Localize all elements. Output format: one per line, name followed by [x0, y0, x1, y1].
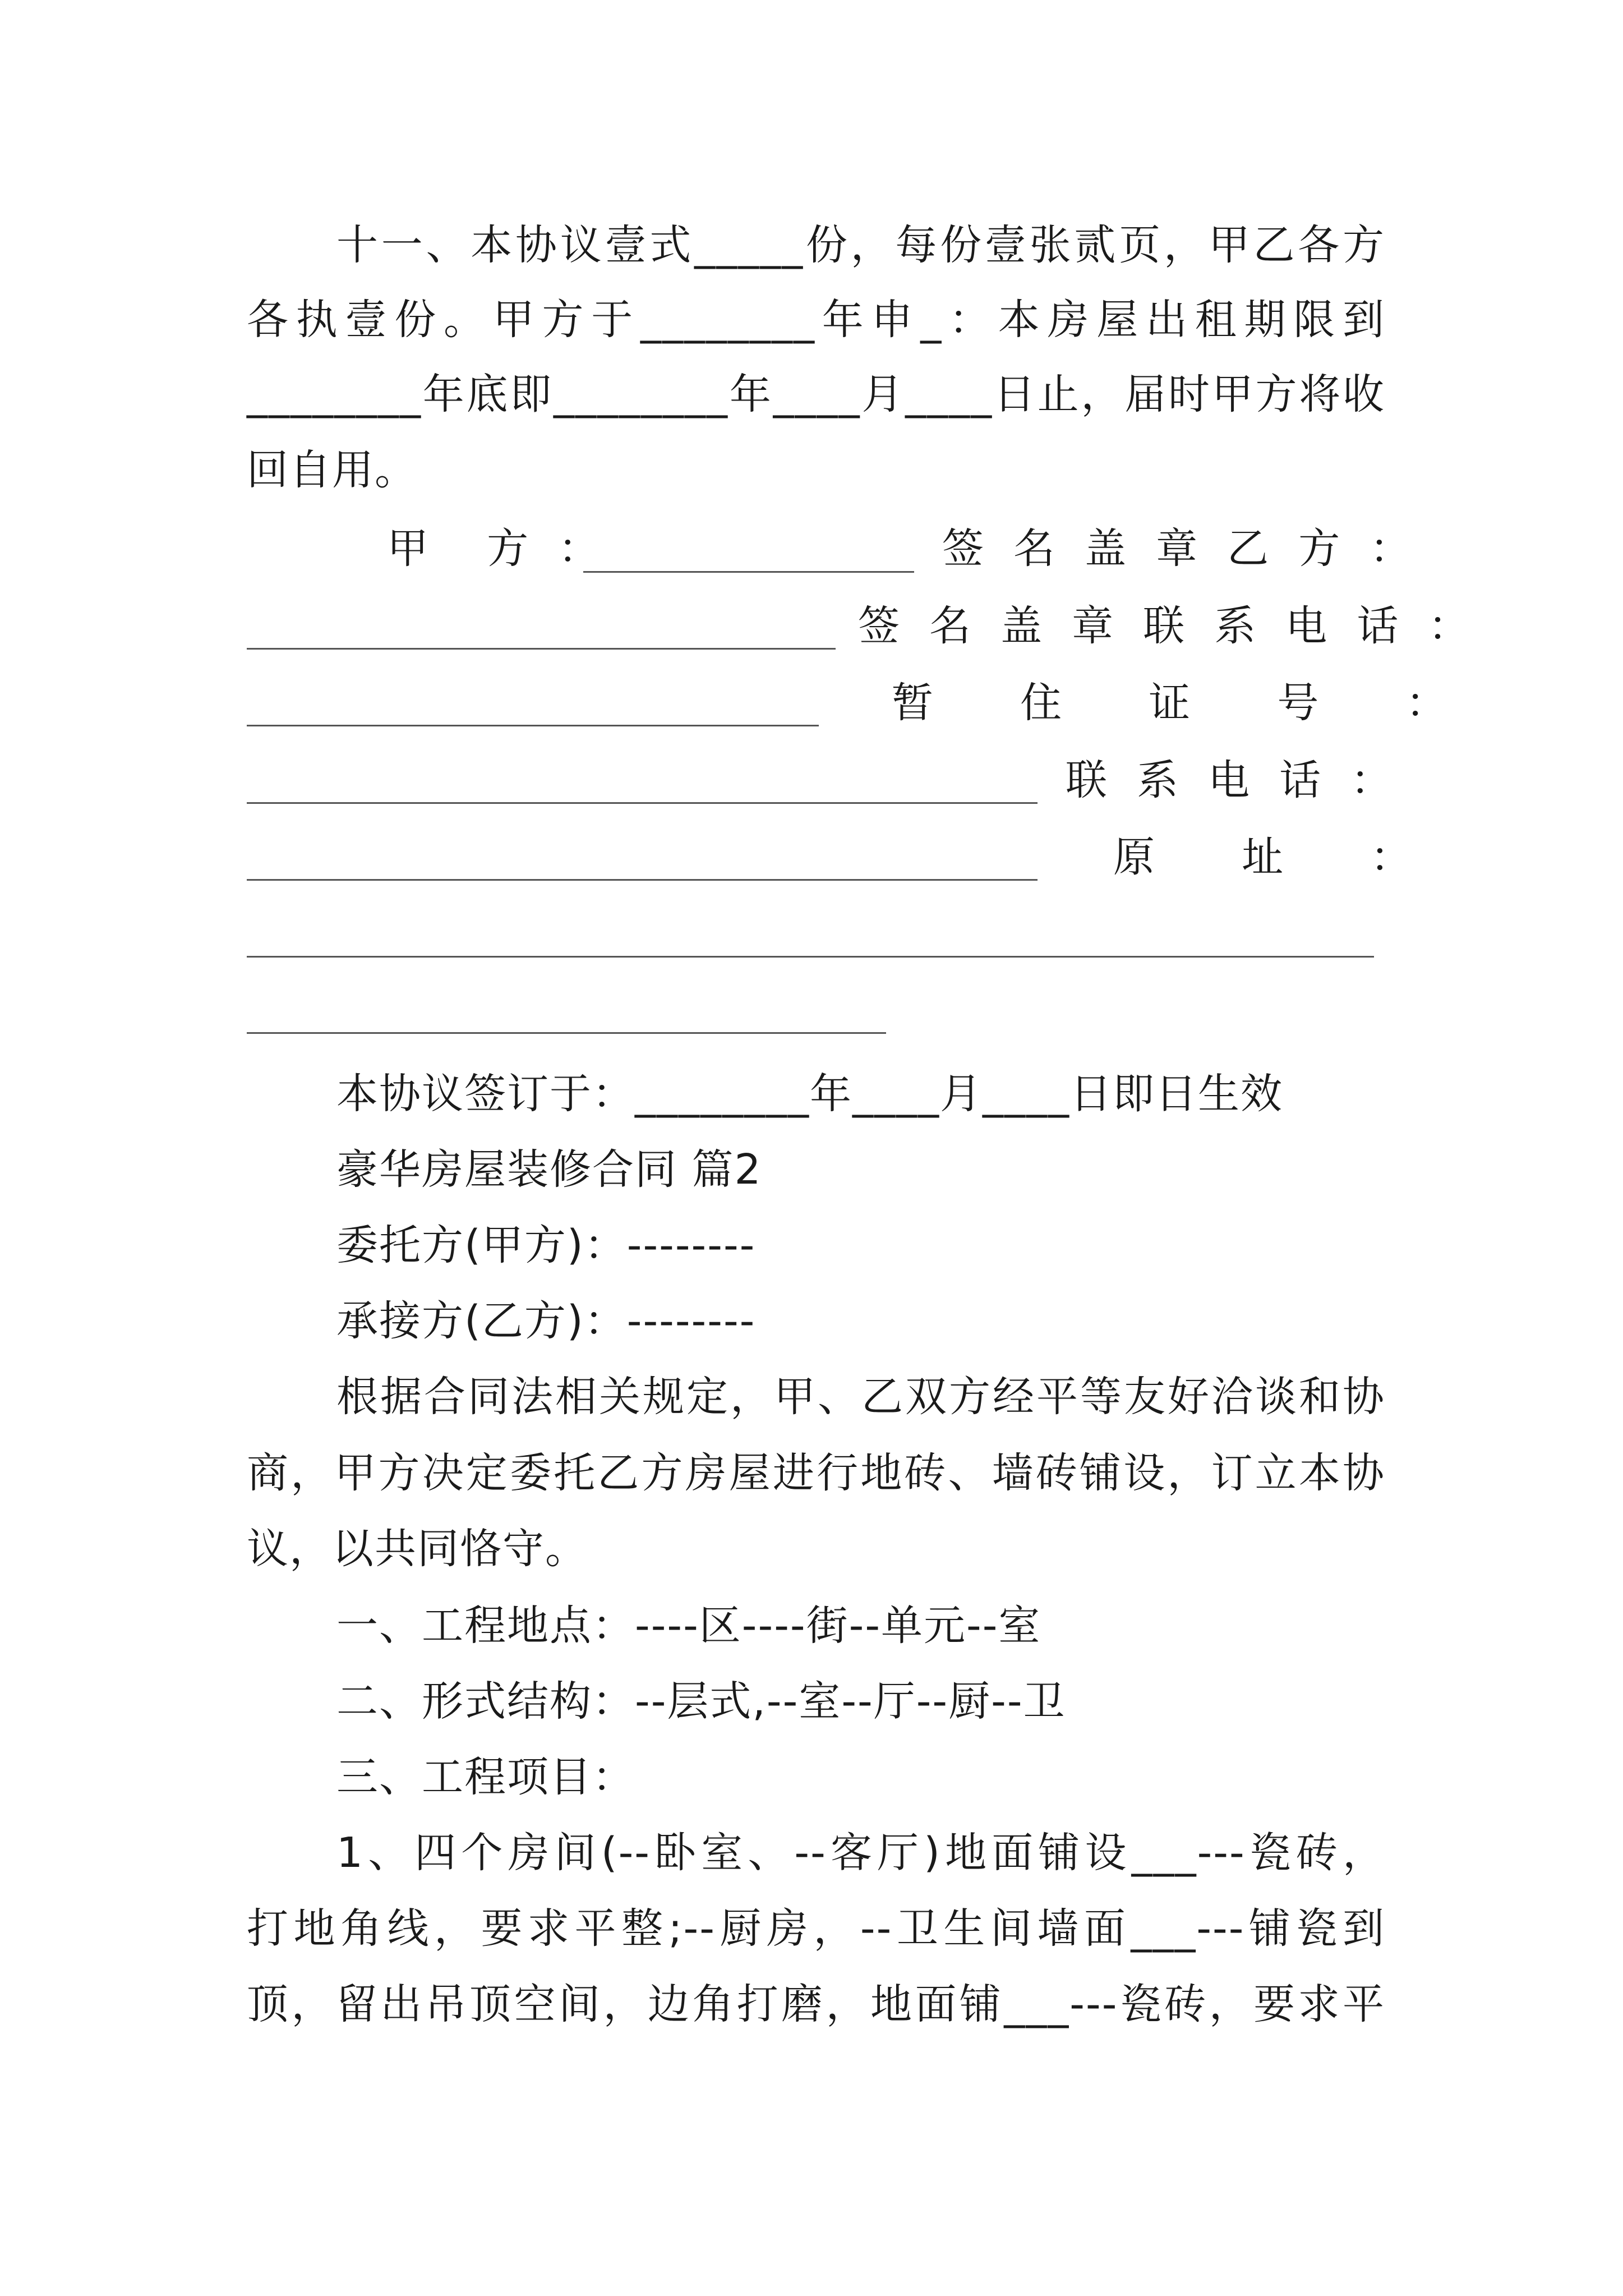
address-blank-1: [247, 956, 1374, 958]
item-1-line-2: 打地角线，要求平整;--厨房，--卫生间墙面___---铺瓷到: [247, 1904, 1385, 1953]
clause-11-line-3: ________年底即________年____月____日止，届时甲方将收: [247, 370, 1385, 418]
intro-paragraph-line-3: 议，以共同恪守。: [247, 1525, 588, 1573]
clause-11-line-2: 各执壹份。甲方于________年申_：本房屋出租期限到: [247, 296, 1385, 344]
item-1-line-3: 顶，留出吊顶空间，边角打磨，地面铺___---瓷砖，要求平: [247, 1980, 1385, 2028]
contact-phone-label: 联 系 电 话 ：: [1066, 756, 1394, 804]
temp-id-blank: [247, 802, 1038, 804]
contract-title-2: 豪华房屋装修合同 篇2: [336, 1145, 762, 1194]
phone-blank: [247, 725, 819, 726]
address-blank-2: [247, 1032, 886, 1034]
item-1-line-1: 1、四个房间(--卧室、--客厅)地面铺设___---瓷砖，: [336, 1829, 1385, 1877]
temp-residence-id-label: 暂 住 证 号 ：: [892, 679, 1449, 727]
sign-phone-label: 签 名 盖 章 联 系 电 话 ：: [858, 602, 1471, 650]
section-2-structure: 二、形式结构：--层式,--室--厅--厨--卫: [336, 1677, 1066, 1726]
original-address-label: 原 址 ：: [1113, 833, 1413, 881]
contractor-party-line: 承接方(乙方)：--------: [336, 1297, 756, 1345]
signed-date-line: 本协议签订于：________年____月____日即日生效: [336, 1070, 1283, 1118]
section-3-items-heading: 三、工程项目：: [336, 1753, 635, 1801]
clause-11-line-1: 十一、本协议壹式_____份，每份壹张贰页，甲乙各方: [336, 221, 1385, 269]
sign-party-b-label: 签 名 盖 章 乙 方 ：: [942, 524, 1413, 573]
intro-paragraph-line-1: 根据合同法相关规定，甲、乙双方经平等友好洽谈和协: [336, 1373, 1385, 1421]
section-1-location: 一、工程地点：----区----街--单元--室: [336, 1602, 1041, 1650]
party-a-blank: [583, 571, 914, 573]
party-b-blank: [247, 648, 836, 650]
contact-phone-blank: [247, 879, 1038, 881]
party-a-label: 甲 方 ：: [387, 524, 601, 573]
client-party-line: 委托方(甲方)：--------: [336, 1221, 756, 1269]
clause-11-line-4: 回自用。: [247, 446, 417, 494]
intro-paragraph-line-2: 商，甲方决定委托乙方房屋进行地砖、墙砖铺设，订立本协: [247, 1449, 1385, 1497]
